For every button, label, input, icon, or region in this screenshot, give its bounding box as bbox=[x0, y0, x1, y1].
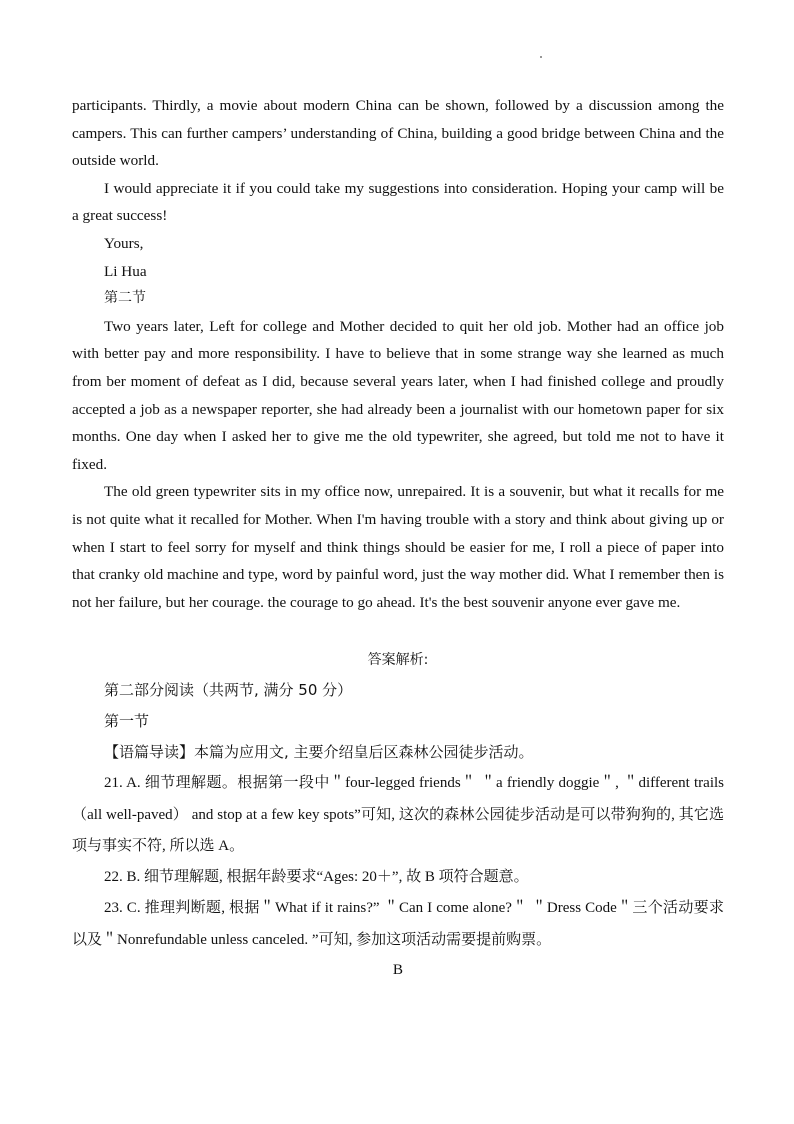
answer-22: 22. B. 细节理解题, 根据年龄要求“Ages: 20＋”, 故 B 项符合题意。 bbox=[104, 869, 529, 886]
letter-paragraph-1: participants. Thirdly, a movie about modern China can be shown, followed by a discussion among the campers. This can further campers’ understanding of China, building a good bridge between China and the outside world. bbox=[72, 97, 724, 170]
section-2-heading: 第二节 bbox=[104, 290, 146, 307]
letter-signature: Li Hua bbox=[104, 262, 147, 280]
section-2-paragraph-2: The old green typewriter sits in my office now, unrepaired. It is a souvenir, but what it recalls for me is not quite what it recalled for Mother. When I'm having trouble with a story and think about giving up or when I start to feel sorry for myself and think things should be easier for me, I roll a piece of paper into that cranky old machine and type, word by painful word, just the way mother did. What I remember then is not her failure, but her courage. the courage to go ahead. It's the best souvenir anyone ever gave me. bbox=[72, 483, 724, 611]
answers-section-heading: 第一节 bbox=[104, 712, 150, 731]
letter-closing: Yours, bbox=[104, 234, 144, 252]
answer-23: 23. C. 推理判断题, 根据＂What if it rains?” ＂Can I come alone?＂ ＂Dress Code＂三个活动要求以及＂Nonrefundable unless canceled. ”可知, 参加这项活动需要提前购票。 bbox=[72, 900, 724, 948]
letter-paragraph-2: I would appreciate it if you could take my suggestions into consideration. Hoping your camp will be a great success! bbox=[72, 179, 724, 225]
answers-guide: 【语篇导读】本篇为应用文, 主要介绍皇后区森林公园徒步活动。 bbox=[104, 743, 534, 762]
answers-title: 答案解析: bbox=[367, 652, 429, 669]
next-passage-label: B bbox=[392, 960, 404, 978]
answers-part-heading: 第二部分阅读（共两节, 满分 50 分） bbox=[104, 680, 353, 699]
spacer bbox=[72, 616, 724, 647]
document-page bbox=[72, 92, 724, 983]
section-2-paragraph-1: Two years later, Left for college and Mother decided to quit her old job. Mother had an office job with better pay and more responsibility. I have to believe that in some strange way she learned as much from ber moment of defeat as I did, because several years later, when I had finished college and proudly accepted a job as a newspaper reporter, she had already been a journalist with our hometown paper for six months. One day when I asked her to give me the old typewriter, she agreed, but told me not to have it fixed. bbox=[72, 317, 724, 473]
page-dot bbox=[540, 56, 542, 58]
answer-21: 21. A. 细节理解题。根据第一段中＂four-legged friends＂ ＂a friendly doggie＂, ＂different trails （all well-paved） and stop at a few key spots”可知, 这次的森林公园徒步活动是可以带狗狗的, 其它选项与事实不符, 所以选 A。 bbox=[72, 775, 724, 854]
